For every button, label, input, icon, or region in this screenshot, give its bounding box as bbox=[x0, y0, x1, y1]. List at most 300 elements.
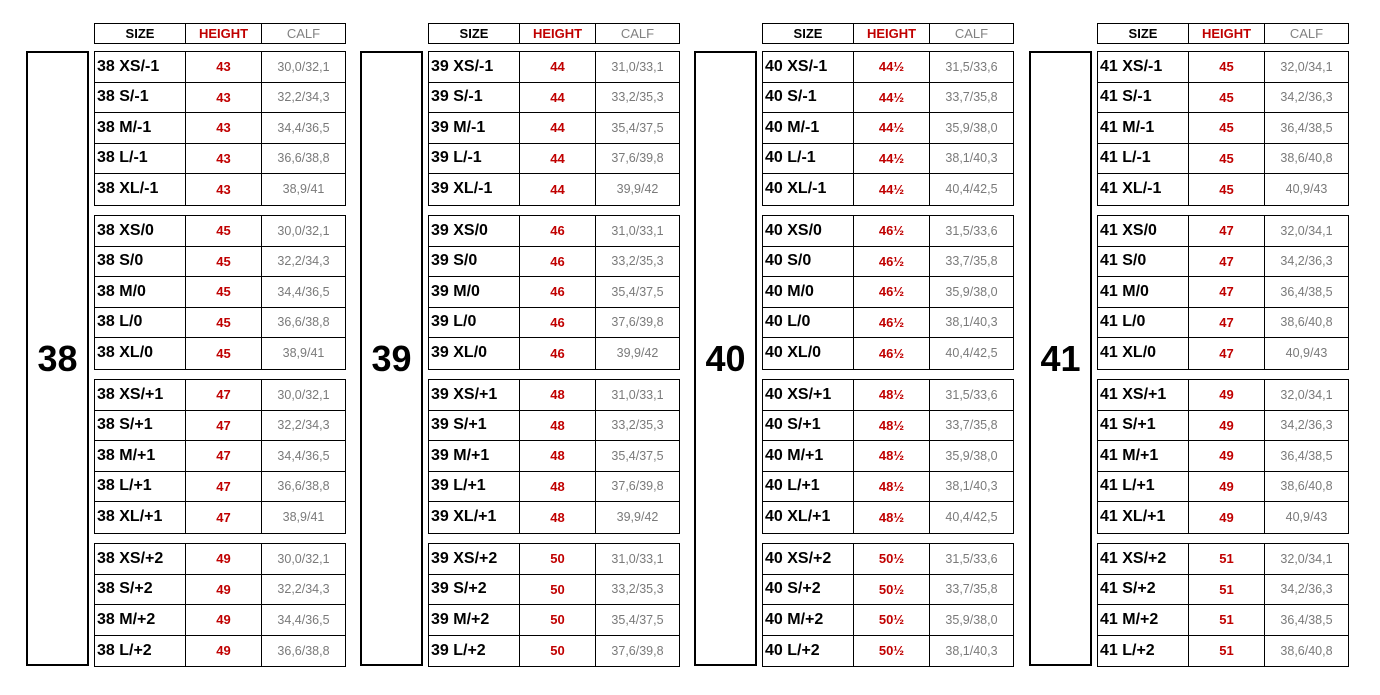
calf-cell: 33,2/35,3 bbox=[611, 90, 664, 105]
calf-cell: 30,0/32,1 bbox=[277, 59, 330, 74]
table-row bbox=[429, 247, 679, 278]
table-row bbox=[1098, 441, 1348, 472]
calf-cell: 38,1/40,3 bbox=[945, 151, 998, 166]
calf-header: CALF bbox=[954, 26, 989, 41]
base-size-label: 40 bbox=[694, 51, 757, 666]
table-row bbox=[1098, 113, 1348, 144]
size-cell: 39 S/+1 bbox=[429, 411, 520, 441]
calf-cell: 30,0/32,1 bbox=[277, 223, 330, 238]
table-row bbox=[429, 502, 679, 533]
calf-cell: 35,9/38,0 bbox=[945, 612, 998, 627]
calf-cell: 38,1/40,3 bbox=[945, 315, 998, 330]
size-cell: 39 M/0 bbox=[429, 277, 520, 307]
calf-cell: 40,9/43 bbox=[1285, 182, 1328, 197]
height-cell: 46½ bbox=[854, 308, 930, 338]
calf-cell: 40,9/43 bbox=[1285, 510, 1328, 525]
size-cell: 39 L/+1 bbox=[429, 472, 520, 502]
size-cell: 39 XS/-1 bbox=[429, 52, 520, 82]
size-header: SIZE bbox=[95, 24, 186, 43]
calf-cell: 38,9/41 bbox=[282, 510, 325, 525]
calf-cell: 35,4/37,5 bbox=[611, 120, 664, 135]
calf-cell: 32,0/34,1 bbox=[1280, 551, 1333, 566]
table-row bbox=[1098, 144, 1348, 175]
table-row bbox=[763, 380, 1013, 411]
calf-cell: 32,0/34,1 bbox=[1280, 387, 1333, 402]
size-group bbox=[1097, 51, 1349, 206]
calf-cell: 39,9/42 bbox=[616, 346, 659, 361]
table-row bbox=[1098, 338, 1348, 369]
calf-cell: 30,0/32,1 bbox=[277, 551, 330, 566]
calf-cell: 32,2/34,3 bbox=[277, 254, 330, 269]
size-cell: 40 XL/-1 bbox=[763, 174, 854, 205]
table-row bbox=[95, 144, 345, 175]
height-cell: 48 bbox=[520, 502, 596, 533]
calf-cell: 33,7/35,8 bbox=[945, 254, 998, 269]
table-row bbox=[95, 247, 345, 278]
table-row bbox=[95, 575, 345, 606]
height-cell: 50½ bbox=[854, 575, 930, 605]
size-cell: 41 XL/0 bbox=[1098, 338, 1189, 369]
base-size-label: 38 bbox=[26, 51, 89, 666]
size-cell: 41 M/+1 bbox=[1098, 441, 1189, 471]
table-row bbox=[95, 502, 345, 533]
calf-cell: 34,4/36,5 bbox=[277, 120, 330, 135]
size-cell: 40 L/+2 bbox=[763, 636, 854, 667]
height-cell: 49 bbox=[1189, 441, 1265, 471]
calf-cell: 35,9/38,0 bbox=[945, 448, 998, 463]
size-cell: 38 S/+1 bbox=[95, 411, 186, 441]
height-cell: 48 bbox=[520, 380, 596, 410]
calf-cell: 38,1/40,3 bbox=[945, 479, 998, 494]
calf-cell: 34,4/36,5 bbox=[277, 284, 330, 299]
size-panel-40 bbox=[694, 0, 1024, 695]
size-cell: 38 XL/0 bbox=[95, 338, 186, 369]
calf-cell: 39,9/42 bbox=[616, 510, 659, 525]
size-header: SIZE bbox=[429, 24, 520, 43]
table-row bbox=[95, 472, 345, 503]
height-cell: 49 bbox=[1189, 411, 1265, 441]
height-cell: 48½ bbox=[854, 380, 930, 410]
size-cell: 38 M/0 bbox=[95, 277, 186, 307]
calf-cell: 38,9/41 bbox=[282, 346, 325, 361]
table-row bbox=[429, 144, 679, 175]
size-cell: 39 XL/0 bbox=[429, 338, 520, 369]
calf-cell: 33,7/35,8 bbox=[945, 582, 998, 597]
size-cell: 41 XS/0 bbox=[1098, 216, 1189, 246]
size-cell: 38 L/+1 bbox=[95, 472, 186, 502]
height-cell: 47 bbox=[186, 380, 262, 410]
calf-cell: 32,0/34,1 bbox=[1280, 223, 1333, 238]
calf-header: CALF bbox=[620, 26, 655, 41]
height-cell: 47 bbox=[1189, 338, 1265, 369]
table-row bbox=[1098, 636, 1348, 667]
table-row bbox=[429, 605, 679, 636]
size-group bbox=[762, 379, 1014, 534]
table-row bbox=[763, 502, 1013, 533]
height-cell: 44½ bbox=[854, 113, 930, 143]
size-group bbox=[428, 543, 680, 667]
calf-cell: 34,2/36,3 bbox=[1280, 90, 1333, 105]
calf-cell: 38,9/41 bbox=[282, 182, 325, 197]
height-cell: 47 bbox=[1189, 277, 1265, 307]
height-cell: 45 bbox=[186, 277, 262, 307]
table-row bbox=[763, 52, 1013, 83]
calf-cell: 34,2/36,3 bbox=[1280, 582, 1333, 597]
size-cell: 40 L/+1 bbox=[763, 472, 854, 502]
size-cell: 41 XS/+2 bbox=[1098, 544, 1189, 574]
size-cell: 40 L/-1 bbox=[763, 144, 854, 174]
size-group bbox=[94, 215, 346, 370]
height-cell: 51 bbox=[1189, 636, 1265, 667]
size-cell: 41 M/-1 bbox=[1098, 113, 1189, 143]
size-cell: 40 S/+2 bbox=[763, 575, 854, 605]
table-row bbox=[763, 247, 1013, 278]
height-cell: 48½ bbox=[854, 411, 930, 441]
height-cell: 44 bbox=[520, 83, 596, 113]
height-cell: 49 bbox=[1189, 472, 1265, 502]
table-row bbox=[763, 544, 1013, 575]
size-cell: 40 XS/+2 bbox=[763, 544, 854, 574]
calf-cell: 38,6/40,8 bbox=[1280, 315, 1333, 330]
calf-cell: 36,4/38,5 bbox=[1280, 120, 1333, 135]
calf-cell: 34,2/36,3 bbox=[1280, 418, 1333, 433]
table-row bbox=[763, 605, 1013, 636]
calf-cell: 36,6/38,8 bbox=[277, 643, 330, 658]
size-cell: 40 M/0 bbox=[763, 277, 854, 307]
table-row bbox=[763, 83, 1013, 114]
size-cell: 38 L/-1 bbox=[95, 144, 186, 174]
height-cell: 47 bbox=[186, 502, 262, 533]
size-cell: 38 L/0 bbox=[95, 308, 186, 338]
table-row bbox=[95, 216, 345, 247]
table-row bbox=[763, 113, 1013, 144]
size-group bbox=[94, 51, 346, 206]
height-cell: 51 bbox=[1189, 575, 1265, 605]
calf-cell: 33,2/35,3 bbox=[611, 582, 664, 597]
size-group bbox=[762, 543, 1014, 667]
height-cell: 49 bbox=[1189, 380, 1265, 410]
height-cell: 47 bbox=[1189, 247, 1265, 277]
size-cell: 41 S/+2 bbox=[1098, 575, 1189, 605]
table-row bbox=[763, 144, 1013, 175]
size-panel-41 bbox=[1029, 0, 1359, 695]
height-cell: 43 bbox=[186, 113, 262, 143]
size-cell: 38 XS/+1 bbox=[95, 380, 186, 410]
height-cell: 45 bbox=[186, 216, 262, 246]
size-cell: 41 XS/+1 bbox=[1098, 380, 1189, 410]
calf-cell: 34,4/36,5 bbox=[277, 448, 330, 463]
size-cell: 39 L/0 bbox=[429, 308, 520, 338]
table-row bbox=[429, 575, 679, 606]
calf-cell: 38,6/40,8 bbox=[1280, 479, 1333, 494]
size-group bbox=[94, 543, 346, 667]
height-cell: 46½ bbox=[854, 216, 930, 246]
size-cell: 40 M/-1 bbox=[763, 113, 854, 143]
table-row bbox=[763, 174, 1013, 205]
calf-cell: 38,6/40,8 bbox=[1280, 643, 1333, 658]
size-cell: 38 S/-1 bbox=[95, 83, 186, 113]
height-cell: 46 bbox=[520, 308, 596, 338]
calf-cell: 31,0/33,1 bbox=[611, 551, 664, 566]
base-size-label: 39 bbox=[360, 51, 423, 666]
height-cell: 49 bbox=[1189, 502, 1265, 533]
height-cell: 44 bbox=[520, 144, 596, 174]
height-cell: 49 bbox=[186, 575, 262, 605]
size-group bbox=[428, 51, 680, 206]
calf-cell: 31,5/33,6 bbox=[945, 59, 998, 74]
size-cell: 41 XL/-1 bbox=[1098, 174, 1189, 205]
table-row bbox=[95, 636, 345, 667]
calf-cell: 35,4/37,5 bbox=[611, 612, 664, 627]
calf-cell: 32,2/34,3 bbox=[277, 582, 330, 597]
calf-cell: 34,2/36,3 bbox=[1280, 254, 1333, 269]
size-cell: 38 M/+1 bbox=[95, 441, 186, 471]
table-row bbox=[429, 411, 679, 442]
calf-header: CALF bbox=[286, 26, 321, 41]
calf-header: CALF bbox=[1289, 26, 1324, 41]
size-group bbox=[762, 51, 1014, 206]
calf-cell: 35,9/38,0 bbox=[945, 120, 998, 135]
height-cell: 43 bbox=[186, 174, 262, 205]
size-cell: 38 S/0 bbox=[95, 247, 186, 277]
calf-cell: 37,6/39,8 bbox=[611, 643, 664, 658]
height-cell: 46½ bbox=[854, 247, 930, 277]
size-panel-39 bbox=[360, 0, 690, 695]
height-cell: 46½ bbox=[854, 338, 930, 369]
height-cell: 44½ bbox=[854, 83, 930, 113]
size-cell: 40 M/+1 bbox=[763, 441, 854, 471]
table-row bbox=[763, 472, 1013, 503]
table-row bbox=[429, 52, 679, 83]
calf-cell: 31,5/33,6 bbox=[945, 387, 998, 402]
table-row bbox=[429, 544, 679, 575]
height-cell: 43 bbox=[186, 52, 262, 82]
calf-cell: 40,4/42,5 bbox=[945, 510, 998, 525]
size-group bbox=[428, 379, 680, 534]
height-cell: 50 bbox=[520, 605, 596, 635]
size-cell: 39 S/-1 bbox=[429, 83, 520, 113]
table-row bbox=[1098, 544, 1348, 575]
height-cell: 46 bbox=[520, 216, 596, 246]
size-cell: 40 S/+1 bbox=[763, 411, 854, 441]
table-row bbox=[1098, 575, 1348, 606]
size-cell: 41 XL/+1 bbox=[1098, 502, 1189, 533]
height-cell: 50½ bbox=[854, 605, 930, 635]
calf-cell: 39,9/42 bbox=[616, 182, 659, 197]
size-cell: 41 M/+2 bbox=[1098, 605, 1189, 635]
table-row bbox=[429, 83, 679, 114]
table-row bbox=[95, 338, 345, 369]
height-cell: 50 bbox=[520, 575, 596, 605]
table-row bbox=[763, 308, 1013, 339]
height-cell: 43 bbox=[186, 144, 262, 174]
calf-cell: 35,4/37,5 bbox=[611, 284, 664, 299]
table-row bbox=[763, 277, 1013, 308]
size-group bbox=[428, 215, 680, 370]
calf-cell: 38,6/40,8 bbox=[1280, 151, 1333, 166]
size-cell: 40 S/0 bbox=[763, 247, 854, 277]
table-row bbox=[429, 216, 679, 247]
height-cell: 51 bbox=[1189, 605, 1265, 635]
height-cell: 48 bbox=[520, 441, 596, 471]
size-cell: 41 S/-1 bbox=[1098, 83, 1189, 113]
height-cell: 46 bbox=[520, 338, 596, 369]
table-row bbox=[95, 380, 345, 411]
calf-cell: 37,6/39,8 bbox=[611, 151, 664, 166]
calf-cell: 40,9/43 bbox=[1285, 346, 1328, 361]
height-header: HEIGHT bbox=[1189, 24, 1265, 43]
height-cell: 44½ bbox=[854, 52, 930, 82]
height-cell: 48½ bbox=[854, 502, 930, 533]
size-cell: 38 S/+2 bbox=[95, 575, 186, 605]
size-cell: 38 M/-1 bbox=[95, 113, 186, 143]
height-cell: 46 bbox=[520, 247, 596, 277]
size-cell: 38 L/+2 bbox=[95, 636, 186, 667]
size-cell: 38 M/+2 bbox=[95, 605, 186, 635]
size-cell: 38 XS/0 bbox=[95, 216, 186, 246]
calf-cell: 32,0/34,1 bbox=[1280, 59, 1333, 74]
height-cell: 48 bbox=[520, 472, 596, 502]
height-header: HEIGHT bbox=[186, 24, 262, 43]
size-cell: 38 XS/-1 bbox=[95, 52, 186, 82]
size-group bbox=[762, 215, 1014, 370]
size-panel-38 bbox=[26, 0, 356, 695]
size-group bbox=[1097, 379, 1349, 534]
height-cell: 47 bbox=[1189, 216, 1265, 246]
size-cell: 41 L/0 bbox=[1098, 308, 1189, 338]
height-cell: 47 bbox=[1189, 308, 1265, 338]
size-cell: 40 M/+2 bbox=[763, 605, 854, 635]
column-header-row bbox=[762, 23, 1014, 44]
table-row bbox=[95, 113, 345, 144]
height-cell: 50 bbox=[520, 544, 596, 574]
table-row bbox=[95, 544, 345, 575]
table-row bbox=[1098, 247, 1348, 278]
size-cell: 41 L/-1 bbox=[1098, 144, 1189, 174]
calf-cell: 33,2/35,3 bbox=[611, 418, 664, 433]
table-row bbox=[1098, 83, 1348, 114]
table-row bbox=[95, 441, 345, 472]
size-cell: 41 S/+1 bbox=[1098, 411, 1189, 441]
calf-cell: 36,6/38,8 bbox=[277, 151, 330, 166]
table-row bbox=[95, 83, 345, 114]
table-row bbox=[95, 174, 345, 205]
height-cell: 48½ bbox=[854, 472, 930, 502]
calf-cell: 31,0/33,1 bbox=[611, 387, 664, 402]
size-header: SIZE bbox=[763, 24, 854, 43]
size-cell: 39 S/0 bbox=[429, 247, 520, 277]
size-cell: 39 XL/+1 bbox=[429, 502, 520, 533]
size-cell: 41 XS/-1 bbox=[1098, 52, 1189, 82]
column-header-row bbox=[1097, 23, 1349, 44]
table-row bbox=[429, 441, 679, 472]
table-row bbox=[763, 575, 1013, 606]
height-cell: 47 bbox=[186, 441, 262, 471]
size-cell: 39 M/-1 bbox=[429, 113, 520, 143]
calf-cell: 38,1/40,3 bbox=[945, 643, 998, 658]
table-row bbox=[95, 52, 345, 83]
calf-cell: 36,6/38,8 bbox=[277, 315, 330, 330]
size-cell: 38 XL/+1 bbox=[95, 502, 186, 533]
size-cell: 39 L/+2 bbox=[429, 636, 520, 667]
size-cell: 39 L/-1 bbox=[429, 144, 520, 174]
height-cell: 43 bbox=[186, 83, 262, 113]
calf-cell: 37,6/39,8 bbox=[611, 479, 664, 494]
table-row bbox=[1098, 605, 1348, 636]
table-row bbox=[763, 441, 1013, 472]
size-cell: 40 L/0 bbox=[763, 308, 854, 338]
calf-cell: 33,7/35,8 bbox=[945, 90, 998, 105]
calf-cell: 31,0/33,1 bbox=[611, 59, 664, 74]
table-row bbox=[1098, 216, 1348, 247]
calf-cell: 36,4/38,5 bbox=[1280, 612, 1333, 627]
calf-cell: 35,9/38,0 bbox=[945, 284, 998, 299]
base-size-label: 41 bbox=[1029, 51, 1092, 666]
size-cell: 41 S/0 bbox=[1098, 247, 1189, 277]
table-row bbox=[763, 411, 1013, 442]
column-header-row bbox=[94, 23, 346, 44]
size-cell: 39 XS/+1 bbox=[429, 380, 520, 410]
height-cell: 44 bbox=[520, 113, 596, 143]
size-header: SIZE bbox=[1098, 24, 1189, 43]
height-cell: 47 bbox=[186, 411, 262, 441]
calf-cell: 35,4/37,5 bbox=[611, 448, 664, 463]
size-cell: 41 M/0 bbox=[1098, 277, 1189, 307]
height-cell: 45 bbox=[186, 338, 262, 369]
table-row bbox=[429, 174, 679, 205]
table-row bbox=[1098, 52, 1348, 83]
size-cell: 40 S/-1 bbox=[763, 83, 854, 113]
table-row bbox=[1098, 308, 1348, 339]
calf-cell: 31,5/33,6 bbox=[945, 551, 998, 566]
size-group bbox=[94, 379, 346, 534]
table-row bbox=[429, 338, 679, 369]
calf-cell: 30,0/32,1 bbox=[277, 387, 330, 402]
height-cell: 50 bbox=[520, 636, 596, 667]
table-row bbox=[429, 380, 679, 411]
table-row bbox=[1098, 502, 1348, 533]
height-cell: 44 bbox=[520, 174, 596, 205]
calf-cell: 33,7/35,8 bbox=[945, 418, 998, 433]
size-cell: 40 XL/0 bbox=[763, 338, 854, 369]
height-header: HEIGHT bbox=[854, 24, 930, 43]
size-cell: 38 XL/-1 bbox=[95, 174, 186, 205]
height-cell: 45 bbox=[186, 247, 262, 277]
calf-cell: 36,4/38,5 bbox=[1280, 448, 1333, 463]
size-cell: 40 XL/+1 bbox=[763, 502, 854, 533]
calf-cell: 37,6/39,8 bbox=[611, 315, 664, 330]
size-cell: 39 XL/-1 bbox=[429, 174, 520, 205]
height-cell: 51 bbox=[1189, 544, 1265, 574]
table-row bbox=[763, 636, 1013, 667]
table-row bbox=[95, 605, 345, 636]
size-cell: 39 M/+2 bbox=[429, 605, 520, 635]
height-cell: 46 bbox=[520, 277, 596, 307]
size-group bbox=[1097, 543, 1349, 667]
height-cell: 45 bbox=[1189, 113, 1265, 143]
height-cell: 45 bbox=[1189, 83, 1265, 113]
size-cell: 40 XS/0 bbox=[763, 216, 854, 246]
height-cell: 48½ bbox=[854, 441, 930, 471]
height-cell: 44½ bbox=[854, 174, 930, 205]
calf-cell: 36,4/38,5 bbox=[1280, 284, 1333, 299]
height-cell: 47 bbox=[186, 472, 262, 502]
calf-cell: 33,2/35,3 bbox=[611, 254, 664, 269]
table-row bbox=[95, 277, 345, 308]
height-cell: 45 bbox=[1189, 144, 1265, 174]
height-header: HEIGHT bbox=[520, 24, 596, 43]
height-cell: 50½ bbox=[854, 544, 930, 574]
